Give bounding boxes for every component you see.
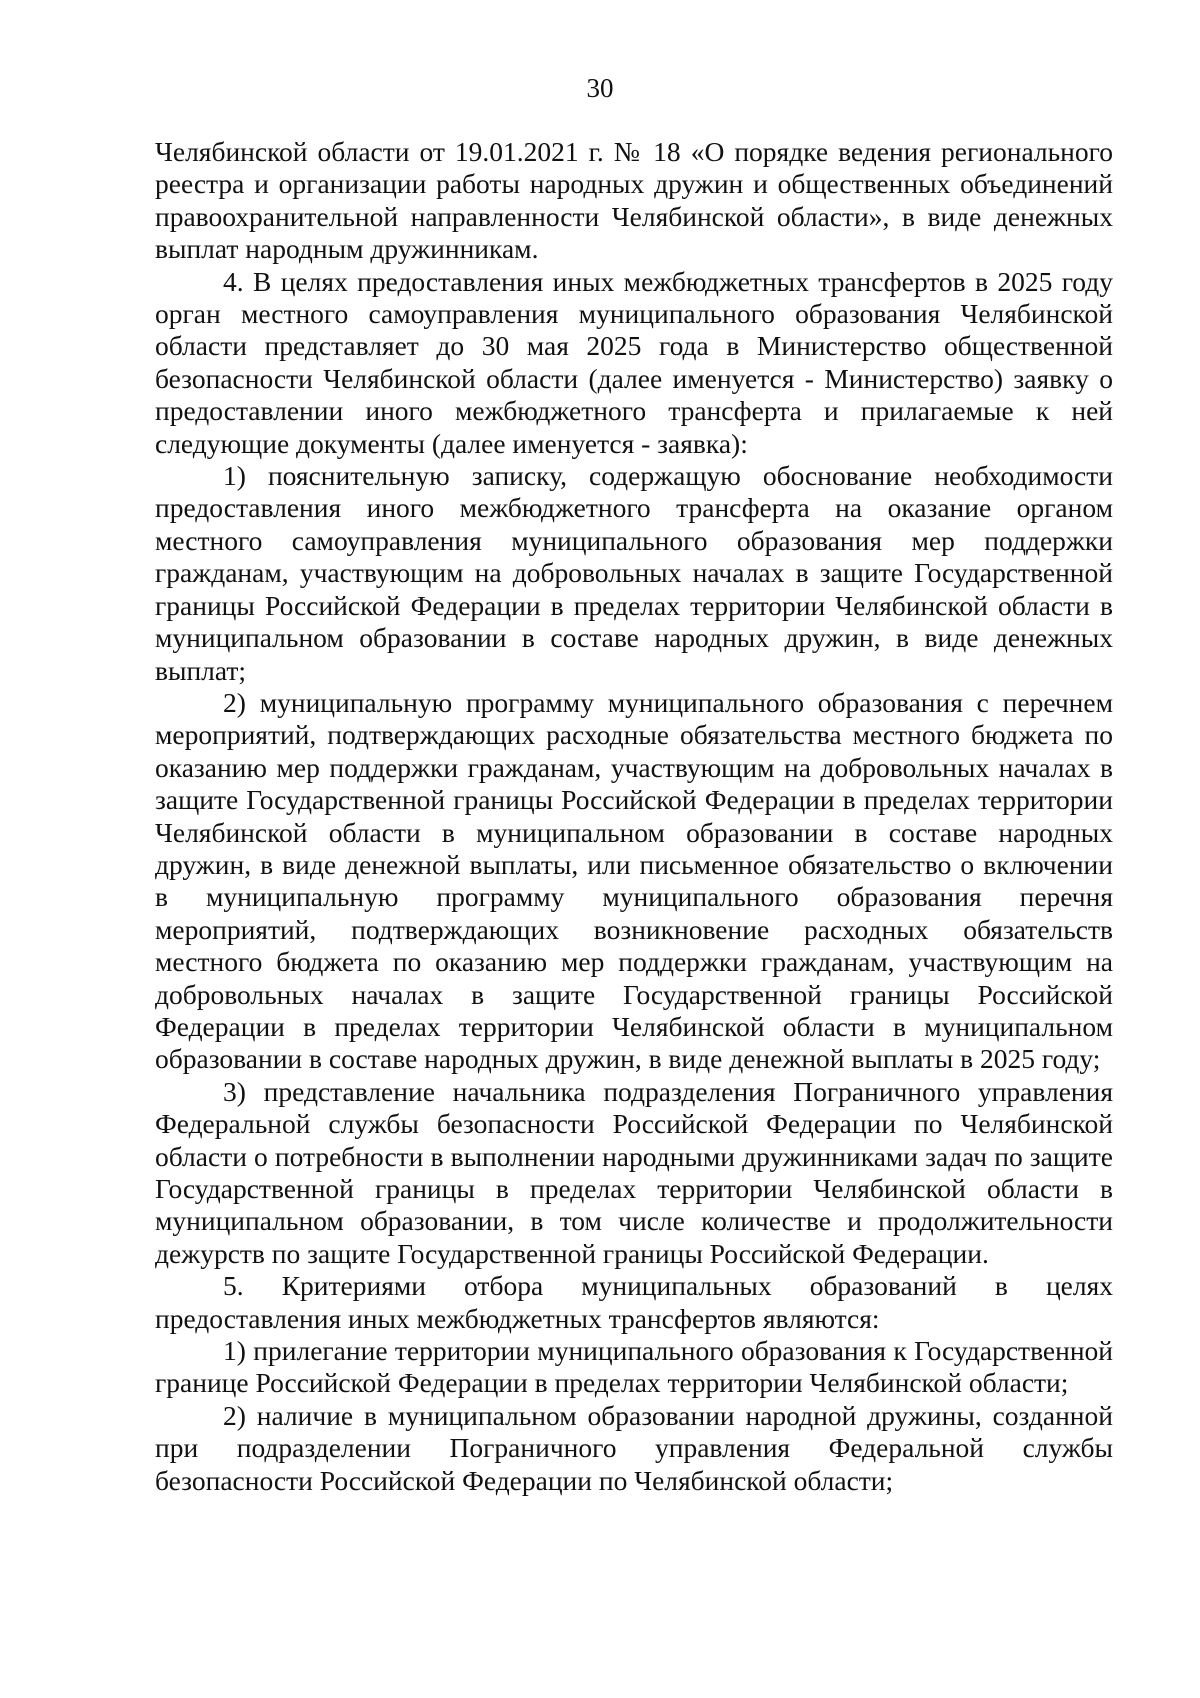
paragraph-item-5-1: 1) прилегание территории муниципального образования к Государственной границе Российской Федерации в пределах территории Челябинской области; [155, 1335, 1113, 1399]
paragraph-item-5: 5. Критериями отбора муниципальных образований в целях предоставления иных межбюджетных трансфертов являются: [155, 1270, 1113, 1334]
document-body [155, 136, 1113, 1497]
paragraph-item-5-2: 2) наличие в муниципальном образовании народной дружины, созданной при подразделении Пограничного управления Федеральной службы безопасности Российской Федерации по Челябинской области; [155, 1399, 1113, 1496]
paragraph-item-4-2: 2) муниципальную программу муниципального образования с перечнем мероприятий, подтверждающих расходные обязательства местного бюджета по оказанию мер поддержки гражданам, участвующим на добровольных началах в защите Государственной границы Российской Федерации в пределах территории Челябинской области в муниципальном образовании в составе народных дружин, в виде денежной выплаты, или письменное обязательство о включении в муниципальную программу муниципального образования перечня мероприятий, подтверждающих возникновение расходных обязательств местного бюджета по оказанию мер поддержки гражданам, участвующим на добровольных началах в защите Государственной границы Российской Федерации в пределах территории Челябинской области в муниципальном образовании в составе народных дружин, в виде денежной выплаты в 2025 году; [155, 686, 1113, 1075]
paragraph-intro-continuation: Челябинской области от 19.01.2021 г. № 18 «О порядке ведения регионального реестра и организации работы народных дружин и общественных объединений правоохранительной направленности Челябинской области», в виде денежных выплат народным дружинникам. [155, 136, 1113, 265]
paragraph-item-4: 4. В целях предоставления иных межбюджетных трансфертов в 2025 году орган местного самоуправления муниципального образования Челябинской области представляет до 30 мая 2025 года в Министерство общественной безопасности Челябинской области (далее именуется - Министерство) заявку о предоставлении иного межбюджетного трансферта и прилагаемые к ней следующие документы (далее именуется - заявка): [155, 265, 1113, 459]
paragraph-item-4-1: 1) пояснительную записку, содержащую обоснование необходимости предоставления иного межбюджетного трансферта на оказание органом местного самоуправления муниципального образования мер поддержки гражданам, участвующим на добровольных началах в защите Государственной границы Российской Федерации в пределах территории Челябинской области в муниципальном образовании в составе народных дружин, в виде денежных выплат; [155, 460, 1113, 686]
page-number: 30 [586, 73, 614, 103]
paragraph-item-4-3: 3) представление начальника подразделения Пограничного управления Федеральной службы безопасности Российской Федерации по Челябинской области о потребности в выполнении народными дружинниками задач по защите Государственной границы в пределах территории Челябинской области в муниципальном образовании, в том числе количестве и продолжительности дежурств по защите Государственной границы Российской Федерации. [155, 1075, 1113, 1269]
